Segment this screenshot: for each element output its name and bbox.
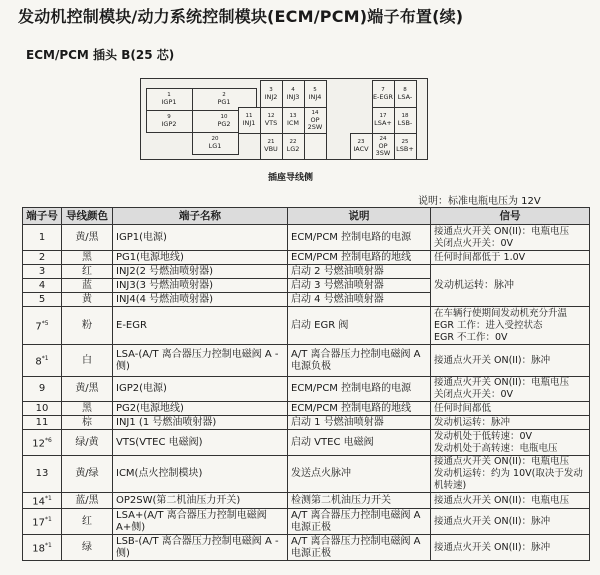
cell-pin-number: 8$^{*1}$ <box>23 345 62 377</box>
cell-signal: 接通点火开关 ON(II)：脉冲 <box>431 535 590 561</box>
connector-mid-block <box>238 80 326 159</box>
cell-description: 启动 3 号燃油喷射器 <box>288 279 431 293</box>
cell-terminal-name: OP2SW(第二机油压力开关) <box>113 493 288 509</box>
cell-signal: 发动机运转：脉冲 <box>431 265 590 307</box>
cell-pin-number: 18$^{*1}$ <box>23 535 62 561</box>
voltage-note: 说明：标准电瓶电压为 12V <box>418 196 541 207</box>
pin-7: 7 E-EGR <box>372 80 395 108</box>
pin-25: 25 LSB+ <box>394 133 417 160</box>
cell-signal: 接通点火开关 ON(II)：电瓶电压 关闭点火开关：0V <box>431 225 590 251</box>
table-row <box>23 430 590 456</box>
cell-wire-color: 红 <box>62 509 113 535</box>
table-row <box>23 251 590 265</box>
cell-wire-color: 绿 <box>62 535 113 561</box>
pin-17: 17 LSA+ <box>372 107 395 134</box>
cell-pin-number: 13 <box>23 456 62 493</box>
cell-wire-color: 绿/黄 <box>62 430 113 456</box>
pin-21: 21 VBU <box>260 133 283 160</box>
cell-signal: 接通点火开关 ON(II)：电瓶电压 发动机运转：约为 10V(取决于发动机转速) <box>431 456 590 493</box>
col-header: 端子号 <box>23 208 62 225</box>
col-header: 信号 <box>431 208 590 225</box>
pin-24: 24 OP 3SW <box>372 133 395 160</box>
cell-terminal-name: E-EGR <box>113 307 288 345</box>
cell-pin-number: 10 <box>23 402 62 416</box>
cell-description: 启动 2 号燃油喷射器 <box>288 265 431 279</box>
pin-12: 12 VTS <box>260 107 283 134</box>
pin-11: 11 INJ1 <box>238 107 261 134</box>
cell-terminal-name: PG2(电源地线) <box>113 402 288 416</box>
page-title: 发动机控制模块/动力系统控制模块(ECM/PCM)端子布置(续) <box>18 7 464 26</box>
cell-wire-color: 蓝 <box>62 279 113 293</box>
pin-blank <box>304 133 327 160</box>
pin-20: 20 LG1 <box>192 132 239 155</box>
cell-pin-number: 12$^{*6}$ <box>23 430 62 456</box>
cell-signal: 接通点火开关 ON(II)：脉冲 <box>431 345 590 377</box>
cell-signal: 发动机处于低转速：0V 发动机处于高转速：电瓶电压 <box>431 430 590 456</box>
cell-signal: 在车辆行使期间发动机充分升温 EGR 工作：进入受控状态 EGR 不工作：0V <box>431 307 590 345</box>
cell-terminal-name: LSA-(A/T 离合器压力控制电磁阀 A - 侧) <box>113 345 288 377</box>
pin-5: 5 INJ4 <box>304 80 327 108</box>
pin-10: 10 PG2 <box>192 110 257 133</box>
cell-description: 发送点火脉冲 <box>288 456 431 493</box>
cell-terminal-name: VTS(VTEC 电磁阀) <box>113 430 288 456</box>
cell-signal: 接通点火开关 ON(II)：电瓶电压 关闭点火开关：0V <box>431 377 590 402</box>
pin-1: 1 IGP1 <box>146 88 193 111</box>
col-header: 说明 <box>288 208 431 225</box>
cell-description: ECM/PCM 控制电路的地线 <box>288 402 431 416</box>
cell-terminal-name: INJ1 (1 号燃油喷射器) <box>113 416 288 430</box>
cell-wire-color: 粉 <box>62 307 113 345</box>
connector-caption: 插座导线侧 <box>268 173 314 183</box>
pin-14: 14 OP 2SW <box>304 107 327 134</box>
cell-description: A/T 离合器压力控制电磁阀 A 电源正极 <box>288 535 431 561</box>
table-row <box>23 456 590 493</box>
cell-wire-color: 棕 <box>62 416 113 430</box>
cell-description: ECM/PCM 控制电路的地线 <box>288 251 431 265</box>
cell-description: 检测第二机油压力开关 <box>288 493 431 509</box>
cell-signal: 任何时间都低于 1.0V <box>431 251 590 265</box>
pin-8: 8 LSA- <box>394 80 417 108</box>
cell-wire-color: 黄 <box>62 293 113 307</box>
cell-wire-color: 黄/黑 <box>62 377 113 402</box>
col-header: 端子名称 <box>113 208 288 225</box>
pin-3: 3 INJ2 <box>260 80 283 108</box>
cell-description: A/T 离合器压力控制电磁阀 A 电源正极 <box>288 509 431 535</box>
cell-wire-color: 黄/绿 <box>62 456 113 493</box>
cell-terminal-name: LSB-(A/T 离合器压力控制电磁阀 A - 侧) <box>113 535 288 561</box>
cell-pin-number: 4 <box>23 279 62 293</box>
cell-wire-color: 黑 <box>62 251 113 265</box>
cell-terminal-name: INJ3(3 号燃油喷射器) <box>113 279 288 293</box>
cell-signal: 接通点火开关 ON(II)：脉冲 <box>431 509 590 535</box>
cell-terminal-name: IGP1(电源) <box>113 225 288 251</box>
pin-9: 9 IGP2 <box>146 110 193 133</box>
cell-description: 启动 4 号燃油喷射器 <box>288 293 431 307</box>
cell-terminal-name: ICM(点火控制模块) <box>113 456 288 493</box>
cell-description: ECM/PCM 控制电路的电源 <box>288 225 431 251</box>
table-row <box>23 345 590 377</box>
table-row <box>23 307 590 345</box>
cell-signal: 任何时间都低 <box>431 402 590 416</box>
cell-wire-color: 黄/黑 <box>62 225 113 251</box>
cell-wire-color: 蓝/黑 <box>62 493 113 509</box>
pin-4: 4 INJ3 <box>282 80 305 108</box>
cell-terminal-name: PG1(电源地线) <box>113 251 288 265</box>
col-header: 导线颜色 <box>62 208 113 225</box>
table-header-row <box>23 208 590 225</box>
cell-pin-number: 5 <box>23 293 62 307</box>
table-row <box>23 493 590 509</box>
cell-pin-number: 9 <box>23 377 62 402</box>
cell-description: 启动 EGR 阀 <box>288 307 431 345</box>
cell-pin-number: 11 <box>23 416 62 430</box>
cell-wire-color: 白 <box>62 345 113 377</box>
cell-wire-color: 黑 <box>62 402 113 416</box>
cell-description: A/T 离合器压力控制电磁阀 A 电源负极 <box>288 345 431 377</box>
table-row <box>23 416 590 430</box>
cell-terminal-name: INJ2(2 号燃油喷射器) <box>113 265 288 279</box>
pin-table <box>22 207 590 561</box>
cell-pin-number: 3 <box>23 265 62 279</box>
cell-signal: 发动机运转：脉冲 <box>431 416 590 430</box>
cell-terminal-name: LSA+(A/T 离合器压力控制电磁阀 A+侧) <box>113 509 288 535</box>
pin-18: 18 LSB- <box>394 107 417 134</box>
connector-left-bottom <box>192 132 238 154</box>
table-row <box>23 402 590 416</box>
pin-22: 22 LG2 <box>282 133 305 160</box>
connector-right-block <box>328 80 416 159</box>
table-row <box>23 535 590 561</box>
cell-description: 启动 VTEC 电磁阀 <box>288 430 431 456</box>
table-row <box>23 377 590 402</box>
pin-2: 2 PG1 <box>192 88 257 111</box>
cell-wire-color: 红 <box>62 265 113 279</box>
cell-description: 启动 1 号燃油喷射器 <box>288 416 431 430</box>
pin-23: 23 IACV <box>350 133 373 160</box>
cell-pin-number: 14$^{*1}$ <box>23 493 62 509</box>
cell-pin-number: 1 <box>23 225 62 251</box>
table-row <box>23 509 590 535</box>
cell-signal: 接通点火开关 ON(II)：电瓶电压 <box>431 493 590 509</box>
cell-terminal-name: INJ4(4 号燃油喷射器) <box>113 293 288 307</box>
cell-pin-number: 2 <box>23 251 62 265</box>
cell-description: ECM/PCM 控制电路的电源 <box>288 377 431 402</box>
cell-terminal-name: IGP2(电源) <box>113 377 288 402</box>
pin-13: 13 ICM <box>282 107 305 134</box>
table-row <box>23 265 590 279</box>
cell-pin-number: 7$^{*5}$ <box>23 307 62 345</box>
cell-pin-number: 17$^{*1}$ <box>23 509 62 535</box>
connector-title: ECM/PCM 插头 B(25 芯) <box>26 48 175 62</box>
table-row <box>23 225 590 251</box>
